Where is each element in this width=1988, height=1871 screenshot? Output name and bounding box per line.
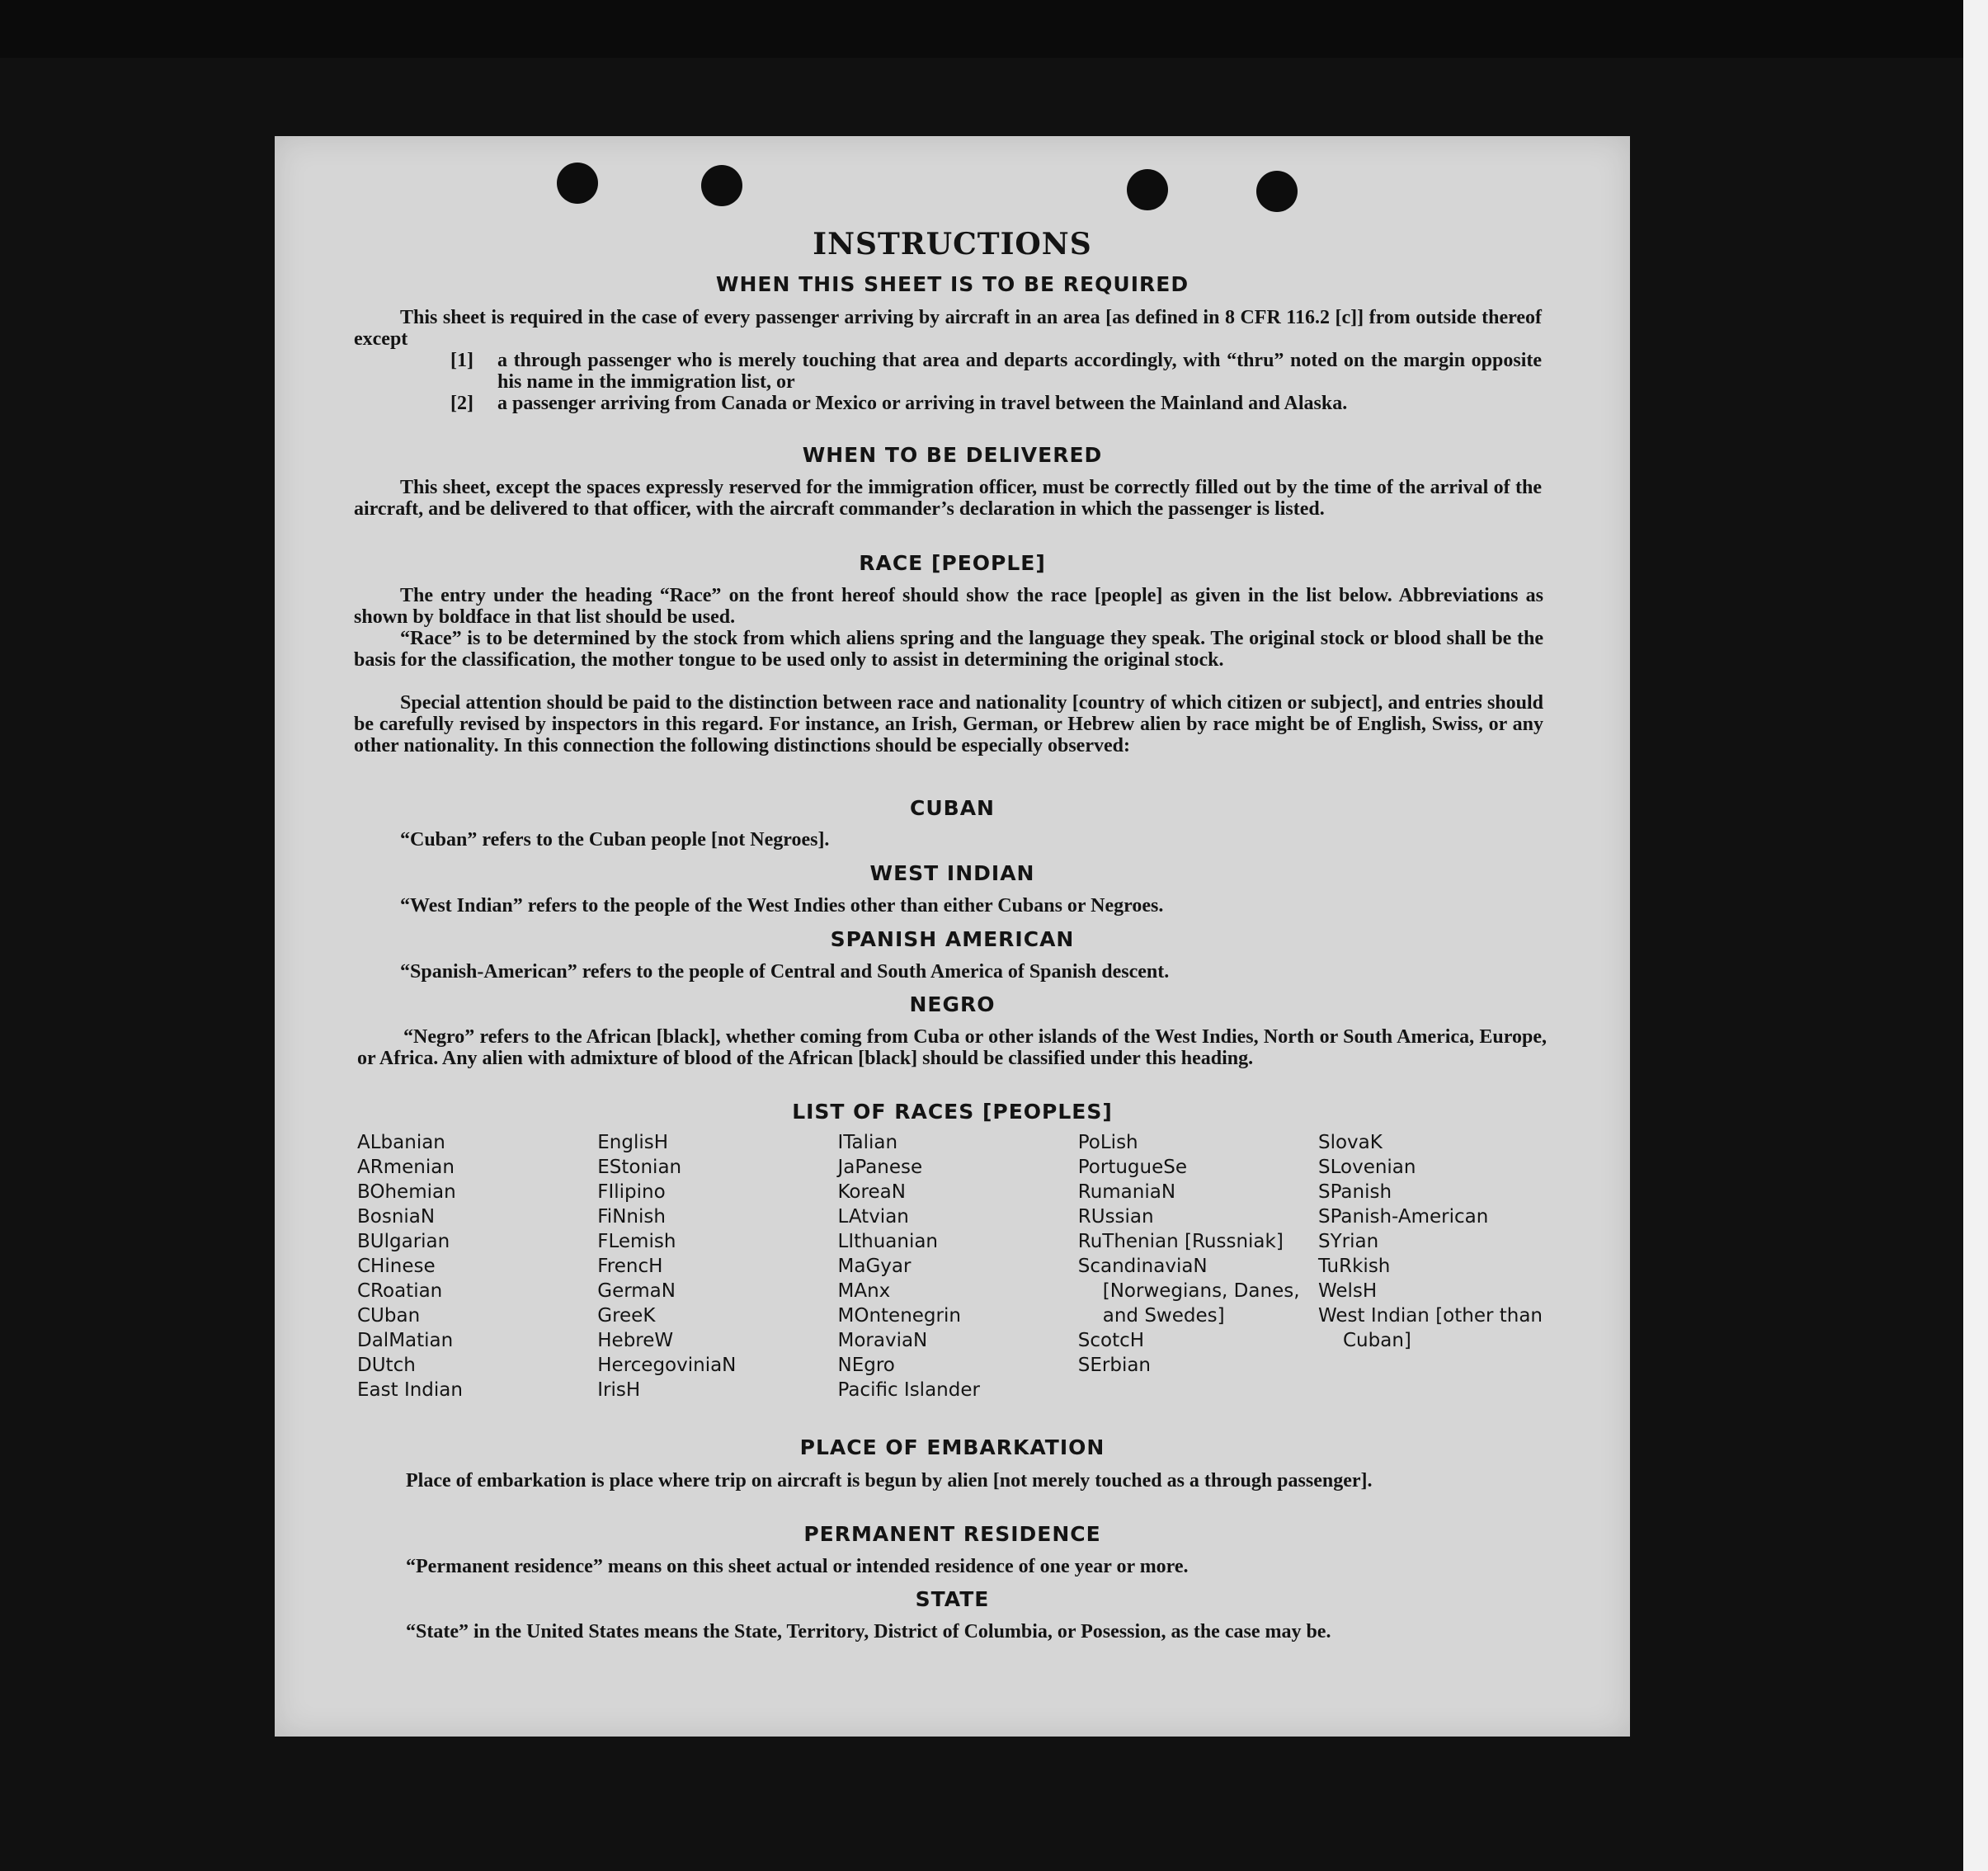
race-entry: NEgro [837, 1355, 895, 1376]
required-item-2 [450, 393, 1542, 414]
race-entry: LAtvian [837, 1206, 909, 1228]
race-column-5 [1318, 1130, 1553, 1402]
required-item-2-text: a passenger arriving from Canada or Mexico or arriving in travel between the Mainland and Alaska. [497, 393, 1348, 414]
race-entry: West Indian [other than Cuban] [1318, 1305, 1543, 1351]
race-entry: BOhemian [357, 1181, 456, 1203]
race-entry: EnglisH [597, 1132, 669, 1153]
race-column-3 [838, 1130, 1073, 1402]
race-entry: CRoatian [357, 1280, 443, 1302]
race-entry: ARmenian [357, 1157, 455, 1178]
race-entry: DUtch [357, 1355, 416, 1376]
west-indian-text: “West Indian” refers to the people of the West Indies other than either Cubans or Negroes. [400, 895, 1164, 917]
race-paragraph-1: The entry under the heading “Race” on the front hereof should show the race [people] as given in the list below. Abbreviations as shown by boldface in that list should be used. [354, 585, 1543, 628]
document-title: INSTRUCTIONS [813, 227, 1092, 262]
race-entry: IrisH [597, 1379, 641, 1401]
section-heading-spanish-american: SPANISH AMERICAN [830, 927, 1075, 951]
race-entry: SPanish [1318, 1181, 1392, 1203]
race-entry: ALbanian [357, 1132, 445, 1153]
race-entry: EStonian [597, 1157, 682, 1178]
state-text: “State” in the United States means the State, Territory, District of Columbia, or Posession, as the case may be. [406, 1621, 1331, 1642]
negro-text: “Negro” refers to the African [black], whether coming from Cuba or other islands of the West Indies, North or South America, Europe, or Africa. Any alien with admixture of blood of the African [black] should be classified under this heading. [357, 1026, 1547, 1069]
race-entry: GreeK [597, 1305, 656, 1327]
race-entry: RUssian [1077, 1206, 1154, 1228]
delivered-text: This sheet, except the spaces expressly reserved for the immigration officer, must be correctly filled out by the time of the arrival of the aircraft, and be delivered to that officer, with the aircraft commander’s declaration in which the passenger is listed. [354, 477, 1542, 520]
race-entry: MaGyar [837, 1256, 912, 1277]
race-entry: BUlgarian [357, 1231, 450, 1252]
race-entry: CUban [357, 1305, 421, 1327]
section-heading-delivered: WHEN TO BE DELIVERED [802, 443, 1103, 467]
race-entry: SPanish-American [1318, 1206, 1489, 1228]
document-sheet [275, 136, 1630, 1737]
section-heading-race: RACE [PEOPLE] [859, 551, 1046, 575]
residence-text: “Permanent residence” means on this sheet actual or intended residence of one year or more. [406, 1556, 1189, 1577]
race-column-1 [357, 1130, 592, 1402]
race-entry: FIlipino [597, 1181, 666, 1203]
race-entry: WelsH [1318, 1280, 1378, 1302]
race-entry: GermaN [597, 1280, 676, 1302]
race-entry: KoreaN [837, 1181, 906, 1203]
race-entry: ScotcH [1077, 1330, 1145, 1351]
race-entry: LIthuanian [837, 1231, 939, 1252]
section-heading-cuban: CUBAN [910, 796, 995, 820]
race-entry: ScandinaviaN [Norwegians, Danes, and Swedes] [1077, 1256, 1300, 1327]
race-paragraph-3: Special attention should be paid to the distinction between race and nationality [country of which citizen or subject], and entries should be carefully revised by inspectors in this regard. For instance, an Irish, German, or Hebrew alien by race might be of English, Swiss, or any other nationality. In this connection the following distinctions should be especially observed: [354, 692, 1543, 756]
scan-border-top [0, 0, 1988, 58]
embarkation-text: Place of embarkation is place where trip on aircraft is begun by alien [not merely touched as a through passenger]. [406, 1470, 1373, 1492]
race-entry: DalMatian [357, 1330, 454, 1351]
race-entry: SlovaK [1318, 1132, 1383, 1153]
section-heading-required: WHEN THIS SHEET IS TO BE REQUIRED [715, 272, 1190, 296]
section-heading-embarkation: PLACE OF EMBARKATION [799, 1435, 1105, 1459]
race-list [357, 1130, 1553, 1402]
race-entry: Pacific Islander [837, 1379, 980, 1401]
race-entry: MAnx [837, 1280, 891, 1302]
section-heading-residence: PERMANENT RESIDENCE [803, 1522, 1101, 1546]
punch-hole-2 [701, 165, 742, 206]
section-heading-west-indian: WEST INDIAN [869, 861, 1035, 885]
race-column-4 [1078, 1130, 1313, 1402]
race-paragraph-2: “Race” is to be determined by the stock from which aliens spring and the language they speak. The original stock or blood shall be the basis for the classification, the mother tongue to be used only to assist in determining the original stock. [354, 628, 1543, 671]
race-entry: SErbian [1077, 1355, 1151, 1376]
race-entry: CHinese [357, 1256, 436, 1277]
race-entry: MoraviaN [837, 1330, 928, 1351]
section-heading-negro: NEGRO [909, 992, 996, 1016]
scan-border-right [1963, 0, 1988, 1871]
race-entry: East Indian [357, 1379, 463, 1401]
race-entry: HercegoviniaN [597, 1355, 737, 1376]
section-heading-list-of-races: LIST OF RACES [PEOPLES] [792, 1100, 1113, 1124]
required-item-2-number: [2] [450, 393, 473, 414]
race-entry: MOntenegrin [837, 1305, 961, 1327]
race-entry: ITalian [837, 1132, 898, 1153]
required-intro: This sheet is required in the case of every passenger arriving by aircraft in an area [as defined in 8 CFR 116.2 [c]] from outside thereof except [354, 307, 1542, 350]
race-entry: BosniaN [357, 1206, 436, 1228]
race-entry: JaPanese [837, 1157, 923, 1178]
punch-hole-1 [557, 163, 598, 204]
punch-hole-3 [1127, 169, 1168, 210]
section-heading-state: STATE [915, 1587, 990, 1611]
race-entry: PortugueSe [1077, 1157, 1187, 1178]
spanish-american-text: “Spanish-American” refers to the people of Central and South America of Spanish descent. [400, 961, 1170, 983]
race-entry: SLovenian [1318, 1157, 1416, 1178]
race-entry: RumaniaN [1077, 1181, 1176, 1203]
race-column-2 [597, 1130, 832, 1402]
race-entry: FLemish [597, 1231, 676, 1252]
race-entry: RuThenian [Russniak] [1077, 1231, 1284, 1252]
race-entry: HebreW [597, 1330, 674, 1351]
cuban-text: “Cuban” refers to the Cuban people [not Negroes]. [400, 829, 830, 851]
race-entry: FrencH [597, 1256, 663, 1277]
race-entry: TuRkish [1318, 1256, 1391, 1277]
punch-hole-4 [1256, 171, 1298, 212]
race-entry: FiNnish [597, 1206, 666, 1228]
required-item-1 [450, 350, 1542, 393]
race-entry: PoLish [1077, 1132, 1138, 1153]
required-item-1-text: a through passenger who is merely touching that area and departs accordingly, with “thru” noted on the margin opposite his name in the immigration list, or [497, 350, 1542, 393]
race-entry: SYrian [1318, 1231, 1379, 1252]
required-item-1-number: [1] [450, 350, 473, 371]
